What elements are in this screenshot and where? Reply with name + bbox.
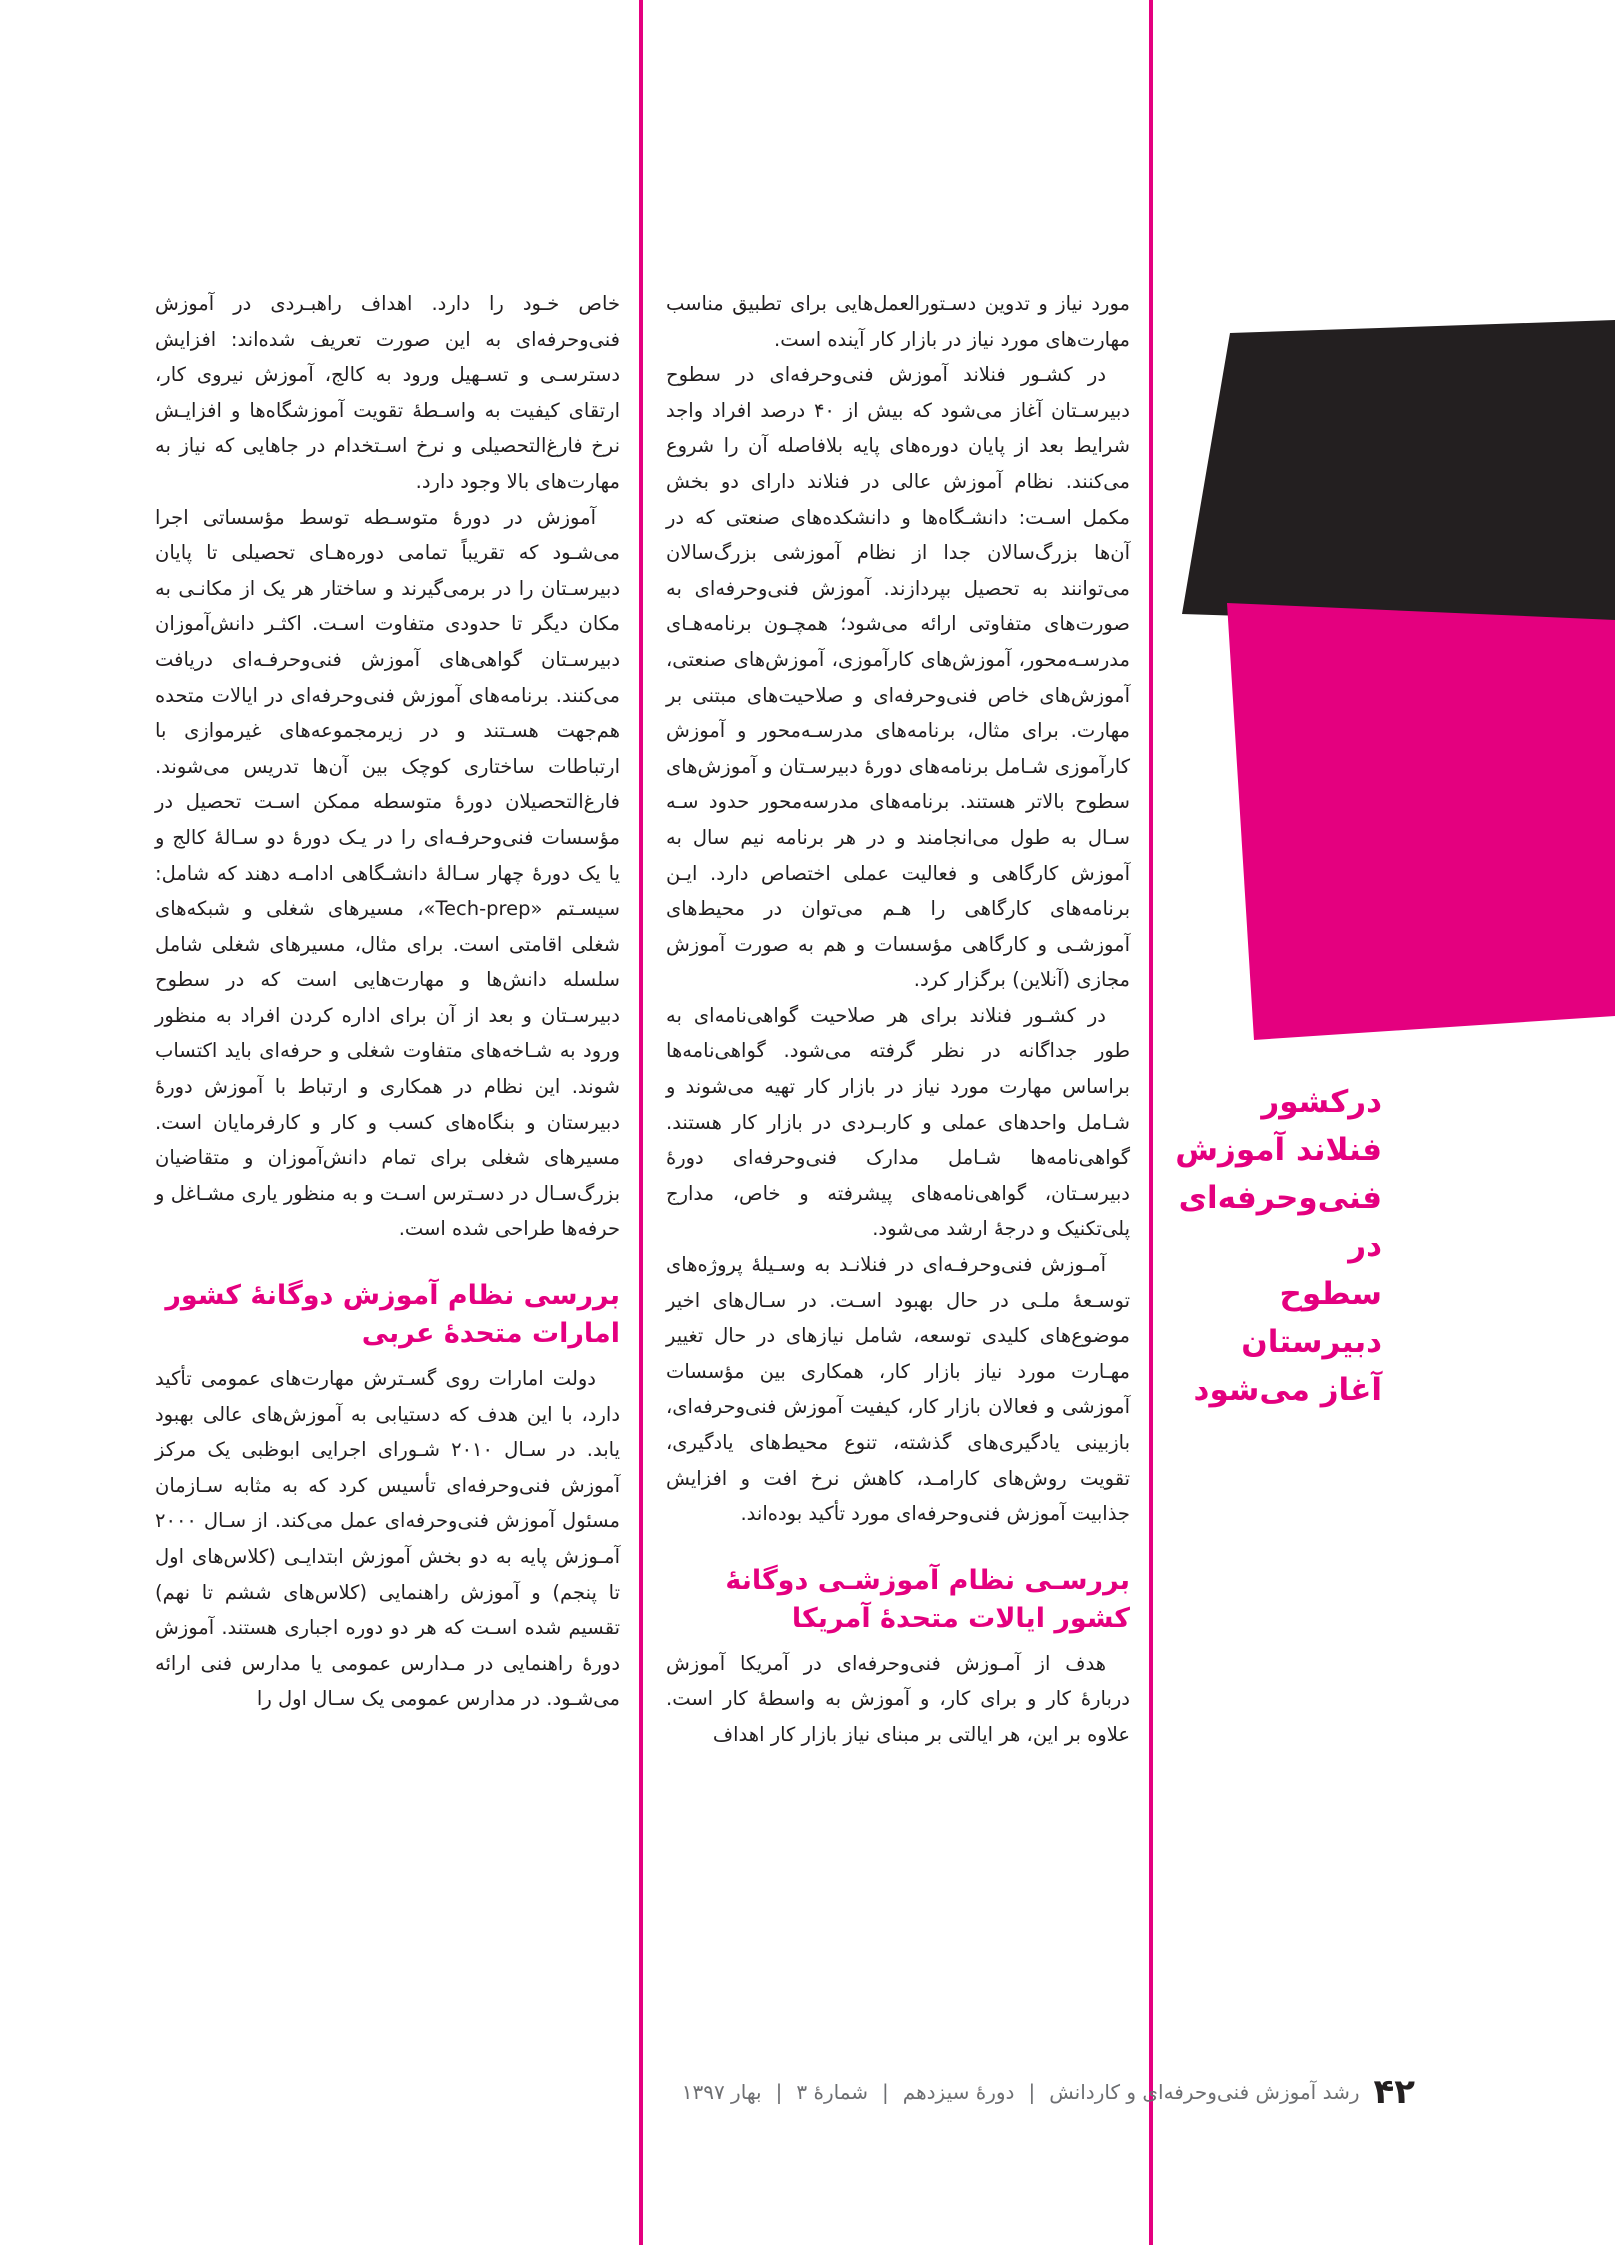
section-heading: بررسـی نظام آموزشـی دوگانهٔ کشور ایالات متحدهٔ آمریکا [725, 1564, 1130, 1634]
paragraph: در کشـور فنلاند برای هر صلاحیت گواهی‌نامه‌ای به طور جداگانه در نظر گرفته می‌شود. گواهی‌نامه‌ها براساس مهارت مورد نیاز در بازار کار تهیه می‌شوند و شـامل واحدهای عملی و کاربـردی در بازار کار هستند. گواهی‌نامه‌ها شـامل مدارک فنی‌وحرفه‌ای دورهٔ دبیرسـتان، گواهی‌نامه‌های پیشرفته و خاص، مدارج پلی‌تکنیک و درجهٔ ارشد می‌شود. [666, 1003, 1130, 1241]
paragraph: هدف از آمـوزش فنی‌وحرفه‌ای در آمریکا آموزش دربارهٔ کار و برای کار، و آموزش به واسطهٔ کار است. علاوه بر این، هر ایالتی بر مبنای نیاز بازار کار اهداف [666, 1651, 1130, 1746]
footer-separator: | [775, 2080, 783, 2104]
footer-separator: | [882, 2080, 889, 2104]
pull-quote-line: سطوح دبیرستان [1241, 1276, 1382, 1360]
page-number: ۴۲ [1373, 2072, 1415, 2112]
left-column [155, 286, 620, 1717]
page-footer [682, 2072, 1415, 2112]
footer-separator: | [1028, 2080, 1036, 2104]
issue-label: شمارهٔ ۳ [796, 2080, 869, 2104]
journal-title: رشد آموزش فنی‌وحرفه‌ای و کاردانش [1049, 2080, 1360, 2104]
season-label: بهار ۱۳۹۷ [681, 2080, 762, 2104]
column-divider-right [1149, 0, 1153, 2245]
column-divider-left [639, 0, 643, 2245]
magenta-quadrilateral [1227, 603, 1615, 1040]
pull-quote [1172, 1078, 1382, 1414]
paragraph: خاص خـود را دارد. اهداف راهبـردی در آموزش فنی‌وحرفه‌ای به این صورت تعریف شده‌اند: افزایش دسترسـی و تسـهیل ورود به کالج، آموزش نیروی کار، ارتقای کیفیت به واسـطهٔ تقویت آموزشگاه‌ها و افزایـش نرخ فارغ‌التحصیلی و نرخ اسـتخدام در جاهایی که نیاز به مهارت‌های بالا وجود دارد. [155, 292, 620, 493]
pull-quote-line: درکشور [1261, 1084, 1382, 1120]
paragraph: دولت امارات روی گسـترش مهارت‌های عمومی تأکید دارد، با این هدف که دستیابی به آموزش‌های عالی بهبود یابد. در سـال ۲۰۱۰ شـورای اجرایی ابوظبی یک مرکز آموزش فنی‌وحرفه‌ای تأسیس کرد که به مثابه سـازمان مسئول آموزش فنی‌وحرفه‌ای عمل می‌کند. از سـال ۲۰۰۰ آمـوزش پایه به دو بخش آموزش ابتدایـی (کلاس‌های اول تا پنجم) و آموزش راهنمایی (کلاس‌های ششم تا نهم) تقسیم شده اسـت که هر دو دوره اجباری هستند. آموزش دورهٔ راهنمایی در مـدارس عمومی یا مدارس فنی ارائه می‌شـود. در مدارس عمومی یک سـال اول را [155, 1367, 620, 1711]
paragraph: مورد نیاز و تدوین دسـتورالعمل‌هایی برای تطبیق مناسب مهارت‌های مورد نیاز در بازار کار آینده است. [666, 292, 1130, 351]
paragraph: آموزش در دورهٔ متوسـطه توسط مؤسساتی اجرا می‌شـود که تقریباً تمامی دوره‌هـای تحصیلی تا پایان دبیرسـتان را در برمی‌گیرند و ساختار هر یک از مکانـی به مکان دیگر تا حدودی متفاوت اسـت. اکثـر دانش‌آموزان دبیرسـتان گواهی‌های آموزش فنی‌وحرفـه‌ای دریافت می‌کنند. برنامه‌های آموزش فنی‌وحرفه‌ای در ایالات متحده هم‌جهت هسـتند و در زیرمجموعه‌های غیرموازی با ارتباطات ساختاری کوچک بین آن‌ها تدریس می‌شوند. فارغ‌التحصیلان دورهٔ متوسطه ممکن اسـت تحصیل در مؤسسات فنی‌وحرفـه‌ای را در یـک دورهٔ دو سـالهٔ کالج و یا یک دورهٔ چهار سـالهٔ دانشـگاهی ادامـه دهند که شامل: سیسـتم «Tech-prep»، مسیرهای شغلی و شبکه‌های شغلی اقامتی است. برای مثال، مسیرهای شغلی شامل سلسله دانش‌ها و مهارت‌هایی است که در سطوح دبیرسـتان و بعد از آن برای اداره کردن افراد به منظور ورود به شـاخه‌های متفاوت شغلی و حرفه‌ای باید اکتساب شوند. این نظام در همکاری و ارتباط با آموزش دورهٔ دبیرستان و بنگاه‌های کسب و کار و کارفرمایان است. مسیرهای شغلی برای تمام دانش‌آموزان و متقاضیان بزرگ‌سـال در دسـترس اسـت و به منظور یاری مشـاغل و حرفه‌ها طراحی شده است. [155, 505, 621, 1241]
paragraph: در کشـور فنلاند آموزش فنی‌وحرفه‌ای در سطوح دبیرسـتان آغاز می‌شود که بیش از ۴۰ درصد افراد واجد شرایط بعد از پایان دوره‌های پایه بلافاصله آن را شروع می‌کنند. نظام آموزش عالی در فنلاند دارای دو بخش مکمل اسـت: دانشـگاه‌ها و دانشکده‌های صنعتی که در آن‌ها بزرگ‌سالان جدا از نظام آموزشی بزرگ‌سالان می‌توانند به تحصیل بپردازند. آموزش فنی‌وحرفه‌ای به صورت‌های متفاوتی ارائه می‌شود؛ همچـون برنامه‌هـای مدرسـه‌محور، آموزش‌های کارآموزی، آموزش‌های صنعتی، آموزش‌های خاص فنی‌وحرفه‌ای و صلاحیت‌های مبتنی بر مهارت. برای مثال، برنامه‌های مدرسـه‌محور و آموزش کارآموزی شـامل برنامه‌های دورهٔ دبیرسـتان و آموزش‌های سطوح بالاتر هستند. برنامه‌های مدرسه‌محور حدود سـه سـال به طول می‌انجامند و در هر برنامه نیم سال به آموزش کارگاهی و فعالیت عملی اختصاص دارد. ایـن برنامه‌های کارگاهی را هـم می‌توان در محیط‌های آموزشـی و کارگاهی مؤسسات و هم به صورت آموزش مجازی (آنلاین) برگزار کرد. [666, 363, 1130, 992]
section-heading: بررسی نظام آموزش دوگانهٔ کشور امارات متحدهٔ عربی [165, 1280, 620, 1350]
black-quadrilateral [1182, 320, 1615, 628]
pull-quote-line: فنلاند آموزش [1175, 1132, 1382, 1168]
pull-quote-line: آغاز می‌شود [1193, 1372, 1382, 1408]
paragraph: آمـوزش فنی‌وحرفـه‌ای در فنلانـد به وسـیلهٔ پروژه‌های توسـعهٔ ملـی در حال بهبود اسـت. در سـال‌های اخیر موضوع‌های کلیدی توسعه، شامل نیازهای در حال تغییر مهـارت مورد نیاز بازار کار، همکاری بین مؤسسات آموزشی و فعالان بازار کار، کیفیت آموزش فنی‌وحرفه‌ای، بازبینی یادگیری‌های گذشته، تنوع محیط‌های یادگیری، تقویت روش‌های کارامـد، کاهش نرخ افت و افزایش جذابیت آموزش فنی‌وحرفه‌ای مورد تأکید بوده‌اند. [666, 1253, 1130, 1526]
pull-quote-line: فنی‌وحرفه‌ای در [1178, 1180, 1382, 1264]
volume-label: دورهٔ سیزدهم [902, 2080, 1015, 2104]
middle-column [666, 286, 1130, 1753]
